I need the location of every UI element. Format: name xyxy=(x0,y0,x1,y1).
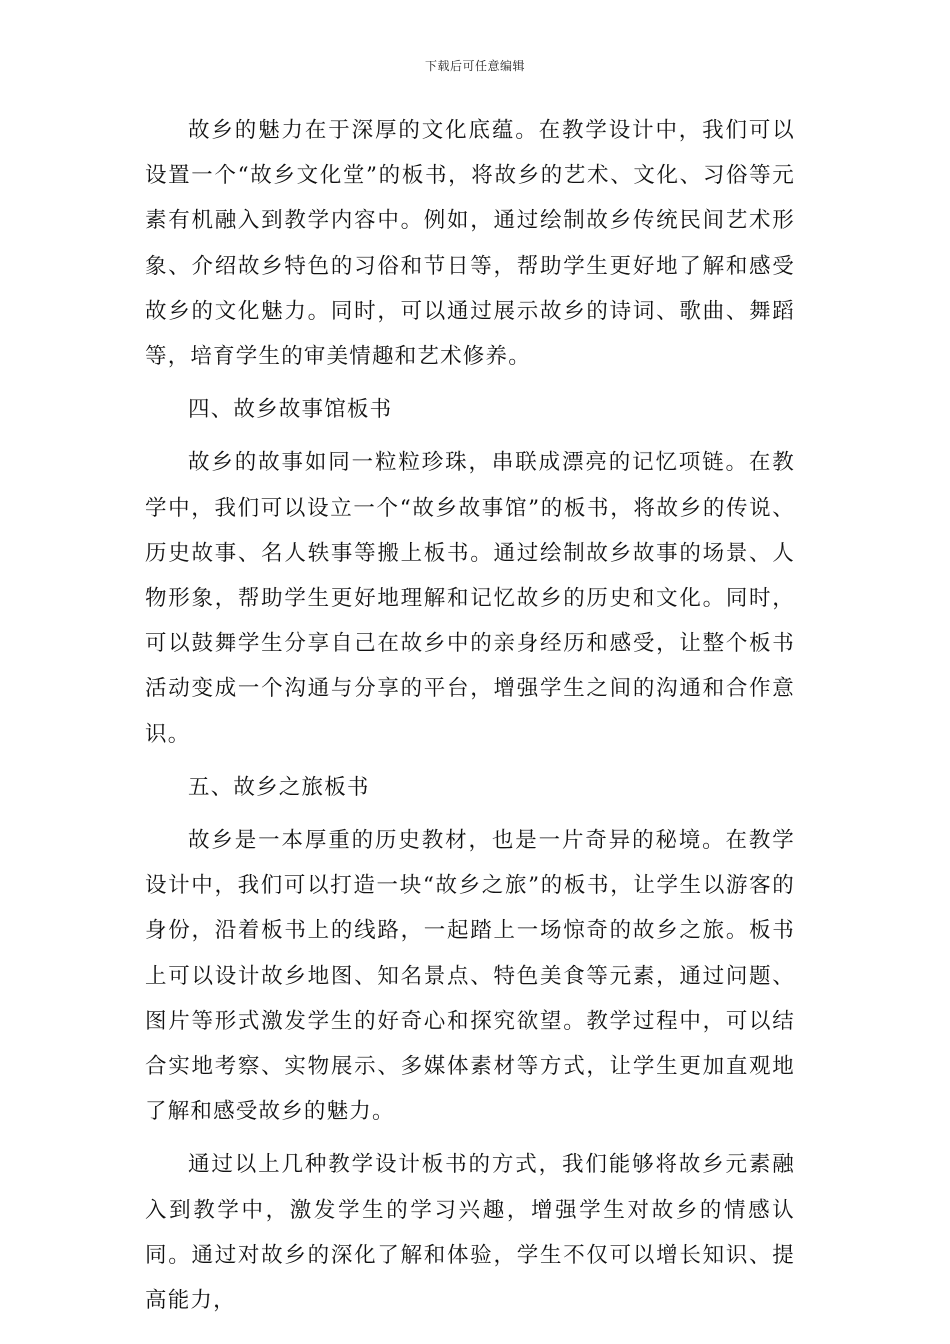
section-heading-hometown-journey: 五、故乡之旅板书 xyxy=(188,774,370,800)
paragraph-story-museum: 故乡的故事如同一粒粒珍珠，串联成漂亮的记忆项链。在教学中，我们可以设立一个“故乡故事馆”的板书，将故乡的传说、历史故事、名人轶事等搬上板书。通过绘制故乡故事的场景、人物形象，帮助学生更好地理解和记忆故乡的历史和文化。同时，可以鼓舞学生分享自己在故乡中的亲身经历和感受，让整个板书活动变成一个沟通与分享的平台，增强学生之间的沟通和合作意识。 xyxy=(145,450,795,747)
paragraph-hometown-journey: 故乡是一本厚重的历史教材，也是一片奇异的秘境。在教学设计中，我们可以打造一块“故乡之旅”的板书，让学生以游客的身份，沿着板书上的线路，一起踏上一场惊奇的故乡之旅。板书上可以设计故乡地图、知名景点、特色美食等元素，通过问题、图片等形式激发学生的好奇心和探究欲望。教学过程中，可以结合实地考察、实物展示、多媒体素材等方式，让学生更加直观地了解和感受故乡的魅力。 xyxy=(145,828,795,1125)
paragraph-culture-hall: 故乡的魅力在于深厚的文化底蕴。在教学设计中，我们可以设置一个“故乡文化堂”的板书，将故乡的艺术、文化、习俗等元素有机融入到教学内容中。例如，通过绘制故乡传统民间艺术形象、介绍故乡特色的习俗和节日等，帮助学生更好地了解和感受故乡的文化魅力。同时，可以通过展示故乡的诗词、歌曲、舞蹈等，培育学生的审美情趣和艺术修养。 xyxy=(145,118,795,370)
section-heading-story-museum: 四、故乡故事馆板书 xyxy=(188,397,393,423)
header-note: 下载后可任意编辑 xyxy=(424,59,525,73)
document-body xyxy=(145,108,795,1323)
paragraph-conclusion: 通过以上几种教学设计板书的方式，我们能够将故乡元素融入到教学中，激发学生的学习兴趣，增强学生对故乡的情感认同。通过对故乡的深化了解和体验，学生不仅可以增长知识、提高能力， xyxy=(145,1152,795,1314)
